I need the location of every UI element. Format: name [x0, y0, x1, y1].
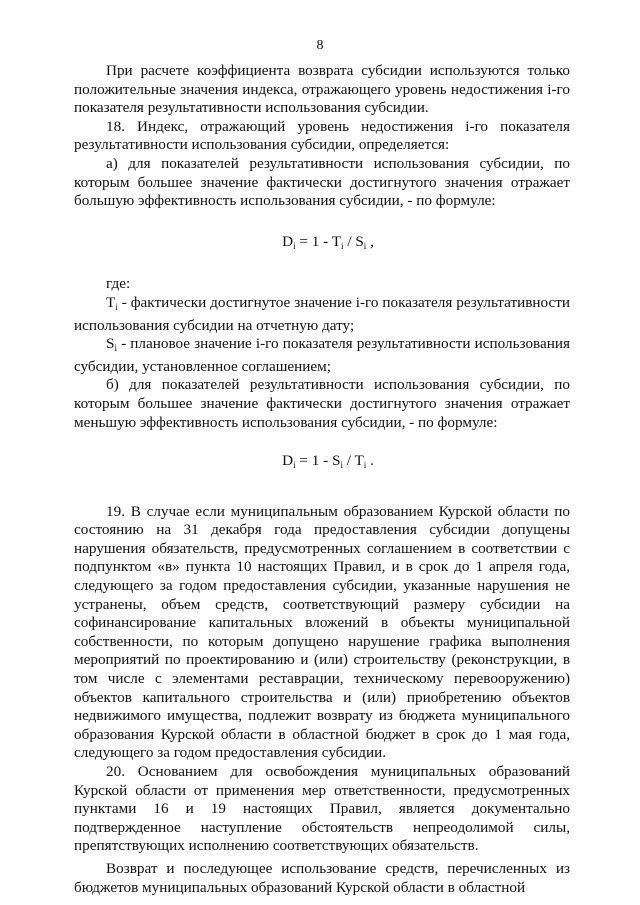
- document-body: [74, 62, 570, 897]
- formula-1: $D_i = 1 - T_i / S_i$ ,: [282, 232, 374, 251]
- paragraph-18b: б) для показателей результативности использования субсидии, по которым большее значение фактически достигнутого значения отражает меньшую эффективность использования субсидии, - по формуле:: [74, 376, 570, 431]
- paragraph-return-funds: Возврат и последующее использование средств, перечисленных из бюджетов муниципальных образований Курской области в областной: [74, 859, 570, 896]
- paragraph-19: 19. В случае если муниципальным образованием Курской области по состоянию на 31 декабря года предоставления субсидии допущены нарушения обязательств, предусмотренных соглашением в соответствии с подпунктом «в» пункта 10 настоящих Правил, и в срок до 1 апреля года, следующего за годом предоставления субсидии, указанные нарушения не устранены, объем средств, соответствующий размеру субсидии на софинансирование капитальных вложений в объекты муниципальной собственности, по которым допущено нарушение графика выполнения мероприятий по проектированию и (или) строительству (реконструкции, в том числе с элементами реставрации, техническому перевооружению) объектов капитального строительства и (или) приобретению объектов недвижимого имущества, подлежит возврату из бюджета муниципального образования Курской области в областной бюджет в срок до 1 мая года, следующего за годом предоставления субсидии.: [74, 502, 570, 762]
- page-number: 8: [316, 38, 324, 53]
- definition-s: $S_i$ - плановое значение i-го показателя результативности использования субсидии, установленное соглашением;: [74, 335, 571, 375]
- where-label: где:: [106, 275, 131, 293]
- formula-2: $D_i = 1 - S_i / T_i$ .: [282, 452, 374, 471]
- paragraph-18: 18. Индекс, отражающий уровень недостижения i-го показателя результативности использования субсидии, определяется:: [74, 117, 570, 154]
- paragraph-18a: а) для показателей результативности использования субсидии, по которым большее значение фактически достигнутого значения отражает большую эффективность использования субсидии, - по формуле:: [74, 154, 570, 210]
- definition-t: $T_i$ - фактически достигнутое значение i-го показателя результативности использования субсидии на отчетную дату;: [74, 293, 571, 334]
- paragraph-20: 20. Основанием для освобождения муниципальных образований Курской области от применения мер ответственности, предусмотренных пунктами 16 и 19 настоящих Правил, является документально подтвержденное наступление обстоятельств непреодолимой силы, препятствующих исполнению соответствующих обязательств.: [74, 763, 570, 855]
- paragraph-positive-values: При расчете коэффициента возврата субсидии используются только положительные значения индекса, отражающего уровень недостижения i-го показателя результативности использования субсидии.: [74, 62, 570, 117]
